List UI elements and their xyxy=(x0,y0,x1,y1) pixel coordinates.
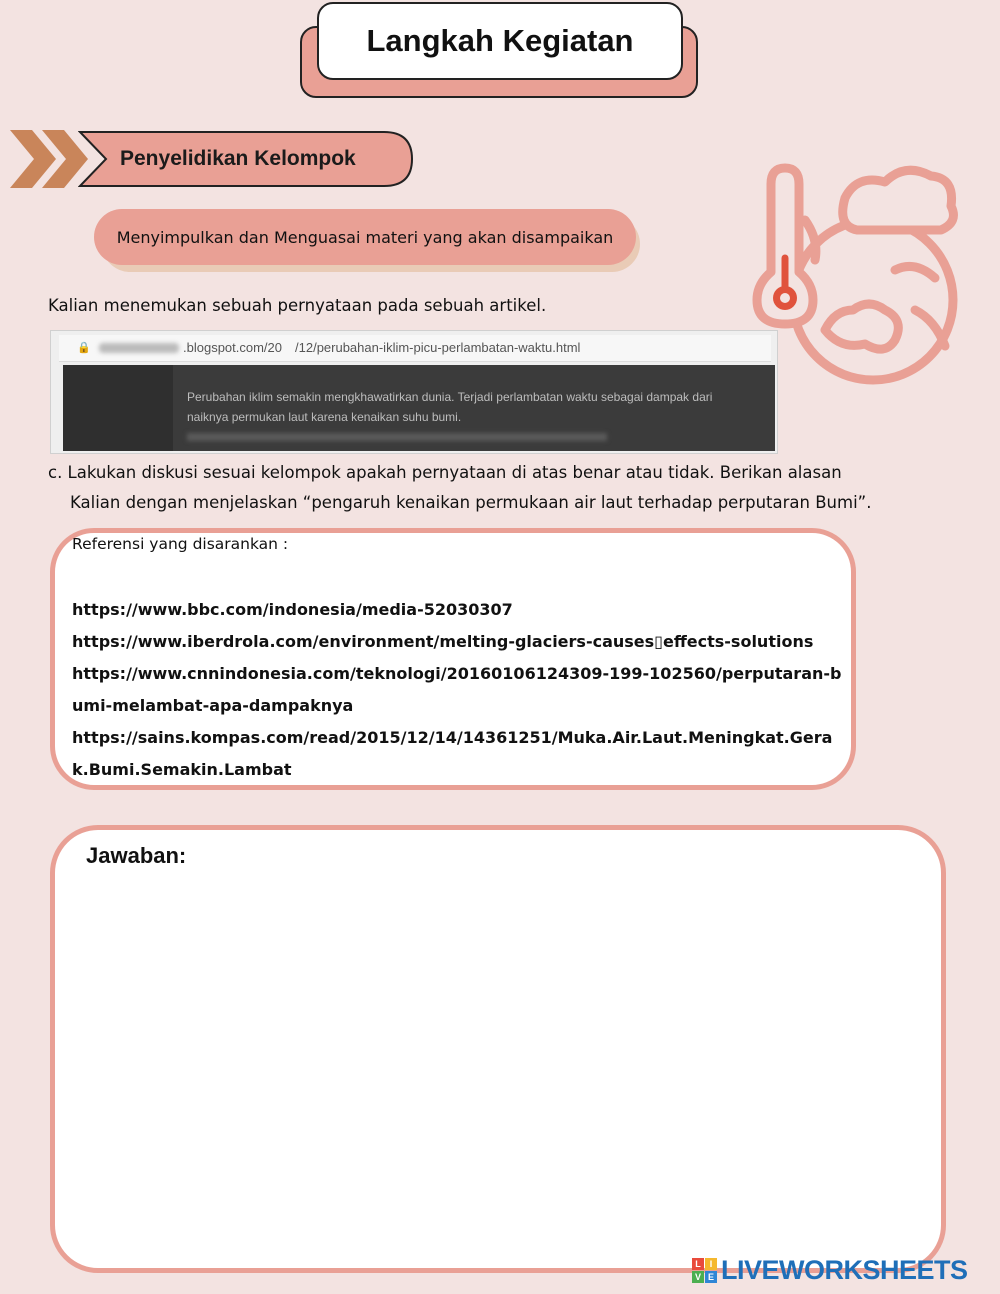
thermometer-globe-icon xyxy=(745,160,965,400)
reference-title: Referensi yang disarankan : xyxy=(72,535,289,553)
liveworksheets-logo xyxy=(692,1252,968,1288)
question-c xyxy=(48,458,948,518)
lock-icon: 🔒 xyxy=(77,342,91,354)
answer-label: Jawaban: xyxy=(86,843,187,868)
article-line-2: naiknya permukan laut karena kenaikan suhu bumi. xyxy=(187,410,462,424)
reference-link[interactable]: https://www.bbc.com/indonesia/media-52030307 xyxy=(72,600,513,619)
article-url: .blogspot.com/20 /12/perubahan-iklim-picu-perlambatan-waktu.html xyxy=(183,340,581,355)
blurred-line xyxy=(187,433,607,441)
brand-name: LIVEWORKSHEETS xyxy=(721,1254,968,1285)
question-line-2: Kalian dengan menjelaskan “pengaruh kenaikan permukaan air laut terhadap perputaran Bumi”. xyxy=(70,493,872,512)
article-text xyxy=(187,387,777,427)
question-line-1: c. Lakukan diskusi sesuai kelompok apakah pernyataan di atas benar atau tidak. Berikan alasan xyxy=(48,463,842,482)
blurred-domain xyxy=(99,343,179,353)
section-tag xyxy=(78,130,414,188)
article-content xyxy=(63,365,775,451)
browser-url-bar xyxy=(59,335,771,362)
live-badge-icon: L I V E xyxy=(692,1258,717,1283)
reference-link[interactable]: https://www.iberdrola.com/environment/melting-glaciers-causes▯effects-solutions xyxy=(72,632,814,651)
title-banner xyxy=(300,0,700,100)
article-screenshot xyxy=(50,330,778,454)
page-title: Langkah Kegiatan xyxy=(317,2,683,80)
article-line-1: Perubahan iklim semakin mengkhawatirkan dunia. Terjadi perlambatan waktu sebagai dampak dari xyxy=(187,390,713,404)
section-label: Penyelidikan Kelompok xyxy=(120,147,356,170)
reference-list xyxy=(72,594,842,786)
intro-text: Kalian menemukan sebuah pernyataan pada sebuah artikel. xyxy=(48,296,547,315)
article-sidebar xyxy=(63,365,173,451)
subtitle-pill: Menyimpulkan dan Menguasai materi yang akan disampaikan xyxy=(94,209,636,265)
reference-link[interactable]: https://www.cnnindonesia.com/teknologi/20160106124309-199-102560/perputaran-bumi-melambat-apa-dampaknya xyxy=(72,664,842,715)
reference-link[interactable]: https://sains.kompas.com/read/2015/12/14/14361251/Muka.Air.Laut.Meningkat.Gerak.Bumi.Semakin.Lambat xyxy=(72,728,833,779)
answer-box[interactable] xyxy=(50,825,946,1273)
